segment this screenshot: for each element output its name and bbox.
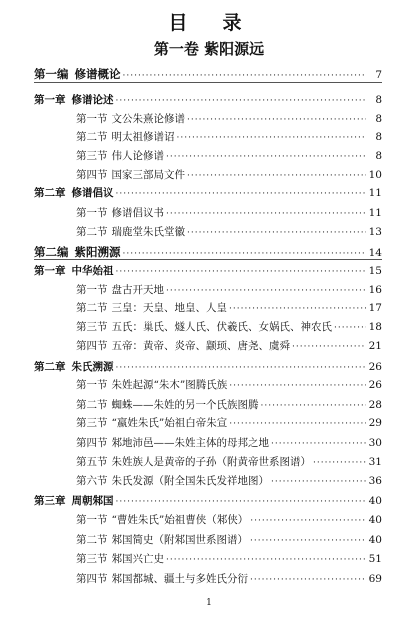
toc-entry-section: [76, 148, 382, 163]
toc-entry-section: [76, 129, 382, 144]
toc-entry-section: [76, 282, 382, 297]
toc-entry-label: [76, 167, 185, 182]
dot-leader: [250, 516, 366, 526]
toc-entry-label: [76, 571, 248, 586]
dot-leader: [187, 171, 366, 181]
toc-entry-number: 第二节: [76, 534, 108, 546]
toc-entry-section: [76, 205, 382, 220]
toc-entry-label: [76, 454, 311, 469]
toc-entry-title: 修谱论述: [71, 94, 114, 106]
toc-entry-label: [76, 377, 227, 392]
toc-entry-section: [76, 415, 382, 430]
toc-entry-number: 第三节: [76, 553, 108, 565]
toc-entry-label: [76, 338, 290, 353]
toc-entry-page: 26: [368, 361, 382, 373]
toc-entry-section: [76, 319, 382, 334]
toc-entry-label: [34, 493, 114, 508]
volume-subtitle: 第一卷 紫阳源远: [153, 40, 265, 58]
toc-entry-label: [34, 66, 121, 82]
dot-leader: [166, 209, 366, 219]
toc-entry-chapter: [34, 359, 382, 374]
toc-entry-number: 第二章: [34, 187, 66, 199]
toc-entry-title: 瑞鹿堂朱氏堂徽: [111, 226, 185, 238]
toc-entry-label: [76, 415, 227, 430]
toc-entry-number: 第二节: [76, 131, 108, 143]
toc-entry-label: [76, 111, 185, 126]
dot-leader: [271, 477, 366, 487]
toc-entry-title: 明太祖修谱诏: [111, 131, 175, 143]
toc-entry-title: 朱姓起源“朱木”图腾氏族: [111, 379, 228, 391]
toc-entry-page: 8: [375, 150, 382, 162]
dot-leader: [166, 286, 366, 296]
toc-entry-page: 7: [375, 69, 382, 81]
toc-entry-page: 16: [368, 284, 382, 296]
dot-leader: [229, 381, 366, 391]
toc-entry-number: 第二编: [34, 245, 69, 259]
toc-entry-page: 69: [368, 573, 382, 585]
toc-entry-title: 三皇：天皇、地皇、人皇: [111, 302, 227, 314]
toc-entry-number: 第一节: [76, 379, 108, 391]
toc-entry-page: 10: [368, 169, 382, 181]
toc-entry-section: [76, 111, 382, 126]
toc-entry-page: 14: [368, 247, 382, 259]
dot-leader: [229, 304, 366, 314]
toc-entry-number: 第四节: [76, 340, 108, 352]
dot-leader: [292, 342, 366, 352]
toc-entry-title: “曹姓朱氏”始祖曹侠（邾侠）: [111, 514, 249, 526]
toc-entry-section: [76, 571, 382, 586]
toc-entry-section: [76, 397, 382, 412]
toc-entry-title: 修谱倡议书: [111, 207, 164, 219]
toc-entry-number: 第二节: [76, 302, 108, 314]
toc-entry-page: 18: [368, 321, 382, 333]
toc-entry-label: [76, 397, 259, 412]
toc-entry-page: 36: [368, 475, 382, 487]
toc-entry-number: 第六节: [76, 475, 108, 487]
toc-entry-number: 第四节: [76, 573, 108, 585]
dot-leader: [313, 458, 366, 468]
toc-entry-section: [76, 454, 382, 469]
toc-entry-page: 40: [368, 495, 382, 507]
toc-entry-title: 伟人论修谱: [111, 150, 164, 162]
dot-leader: [116, 363, 367, 373]
dot-leader: [166, 152, 366, 162]
toc-entry-page: 21: [368, 340, 382, 352]
toc-entry-number: 第三节: [76, 417, 108, 429]
toc-entry-label: [34, 263, 114, 278]
toc-entry-number: 第一节: [76, 207, 108, 219]
toc-entry-page: 31: [368, 456, 382, 468]
toc-entry-title: 修谱概论: [74, 67, 121, 81]
toc-entry-number: 第一编: [34, 67, 69, 81]
dot-leader: [271, 439, 366, 449]
toc-entry-number: 第四节: [76, 437, 108, 449]
toc-entry-section: [76, 338, 382, 353]
toc-entry-number: 第三节: [76, 150, 108, 162]
dot-leader: [177, 133, 367, 143]
toc-entry-number: 第一节: [76, 514, 108, 526]
toc-entry-title: 五帝：黄帝、炎帝、颛顼、唐尧、虞舜: [111, 340, 290, 352]
dot-leader: [187, 228, 366, 238]
toc-entry-title: “嬴姓朱氏”始祖白帝朱宣: [111, 417, 228, 429]
toc-entry-label: [76, 148, 164, 163]
toc-entry-number: 第一节: [76, 113, 108, 125]
toc-entry-title: 中华始祖: [71, 265, 114, 277]
toc-entry-label: [34, 92, 114, 107]
toc-entry-title: 邾国简史（附邾国世系图谱）: [111, 534, 248, 546]
toc-entry-number: 第一章: [34, 94, 66, 106]
toc-entry-page: 17: [368, 302, 382, 314]
dot-leader: [187, 115, 366, 125]
toc-entry-number: 第一章: [34, 265, 66, 277]
toc-entry-label: [76, 300, 227, 315]
toc-entry-chapter: [34, 493, 382, 508]
toc-entry-page: 15: [368, 265, 382, 277]
toc-entry-title: 文公朱熹论修谱: [111, 113, 185, 125]
toc-entry-label: [76, 282, 164, 297]
toc-entry-page: 40: [368, 534, 382, 546]
toc-entry-number: 第三章: [34, 495, 66, 507]
toc-entry-title: 盘古开天地: [111, 284, 164, 296]
dot-leader: [123, 71, 367, 81]
toc-entry-page: 8: [375, 131, 382, 143]
toc-entry-label: [76, 205, 164, 220]
dot-leader: [250, 536, 366, 546]
toc-entry-number: 第三节: [76, 321, 108, 333]
dot-leader: [116, 267, 367, 277]
toc-entry-label: [34, 185, 114, 200]
toc-entry-title: 国家三部局文件: [111, 169, 185, 181]
toc-entry-title: 朱氏发源（附全国朱氏发祥地图）: [111, 475, 269, 487]
toc-entry-page: 8: [375, 94, 382, 106]
dot-leader: [123, 249, 367, 259]
toc-entry-section: [76, 167, 382, 182]
toc-entry-part: [34, 244, 382, 260]
toc-entry-chapter: [34, 92, 382, 107]
toc-entry-title: 朱姓族人是黄帝的子孙（附黄帝世系图谱）: [111, 456, 311, 468]
toc-entry-title: 朱氏溯源: [71, 361, 114, 373]
toc-entry-label: [76, 319, 332, 334]
page-number: 1: [206, 598, 212, 608]
dot-leader: [166, 555, 366, 565]
toc-entry-page: 11: [368, 207, 382, 219]
toc-entry-title: 蜘蛛——朱姓的另一个氏族图腾: [111, 399, 259, 411]
toc-entry-page: 51: [368, 553, 382, 565]
dot-leader: [116, 96, 367, 106]
toc-entry-page: 13: [368, 226, 382, 238]
toc-entry-title: 修谱倡议: [71, 187, 114, 199]
toc-entry-label: [76, 473, 269, 488]
dot-leader: [250, 575, 366, 585]
toc-entry-page: 8: [375, 113, 382, 125]
toc-entry-number: 第四节: [76, 169, 108, 181]
toc-entry-title: 邾国都城、疆土与多姓氏分衍: [111, 573, 248, 585]
toc-entry-section: [76, 224, 382, 239]
toc-entry-page: 30: [368, 437, 382, 449]
toc-entry-number: 第二节: [76, 226, 108, 238]
dot-leader: [116, 497, 367, 507]
toc-entry-page: 28: [368, 399, 382, 411]
toc-entry-page: 26: [368, 379, 382, 391]
page-title: 目 录: [168, 12, 250, 34]
dot-leader: [116, 189, 367, 199]
toc-entry-label: [34, 244, 121, 260]
toc-entry-label: [34, 359, 114, 374]
toc-entry-label: [76, 532, 248, 547]
toc-entry-chapter: [34, 185, 382, 200]
toc-entry-title: 紫阳溯源: [74, 245, 121, 259]
toc-entry-page: 11: [368, 187, 382, 199]
toc-entry-section: [76, 473, 382, 488]
dot-leader: [334, 323, 366, 333]
toc-entry-label: [76, 512, 248, 527]
toc-entry-title: 周朝邾国: [71, 495, 114, 507]
toc-entry-section: [76, 435, 382, 450]
toc-entry-number: 第二章: [34, 361, 66, 373]
toc-entry-label: [76, 435, 269, 450]
toc-entry-label: [76, 129, 175, 144]
toc-entry-part: [34, 66, 382, 82]
toc-entry-section: [76, 512, 382, 527]
toc-entry-number: 第二节: [76, 399, 108, 411]
toc-entry-title: 邾国兴亡史: [111, 553, 164, 565]
toc-entry-page: 29: [368, 417, 382, 429]
toc-entry-page: 40: [368, 514, 382, 526]
toc-entry-section: [76, 532, 382, 547]
toc-entry-section: [76, 377, 382, 392]
toc-entry-title: 邾地沛邑——朱姓主体的母邦之地: [111, 437, 269, 449]
dot-leader: [229, 419, 366, 429]
toc-entry-number: 第一节: [76, 284, 108, 296]
toc-entry-section: [76, 300, 382, 315]
toc-entry-number: 第五节: [76, 456, 108, 468]
toc-entry-label: [76, 551, 164, 566]
toc-entry-label: [76, 224, 185, 239]
toc-entry-section: [76, 551, 382, 566]
toc-entry-title: 五氏：巢氏、燧人氏、伏羲氏、女娲氏、神农氏: [111, 321, 332, 333]
dot-leader: [261, 401, 367, 411]
toc-entry-chapter: [34, 263, 382, 278]
